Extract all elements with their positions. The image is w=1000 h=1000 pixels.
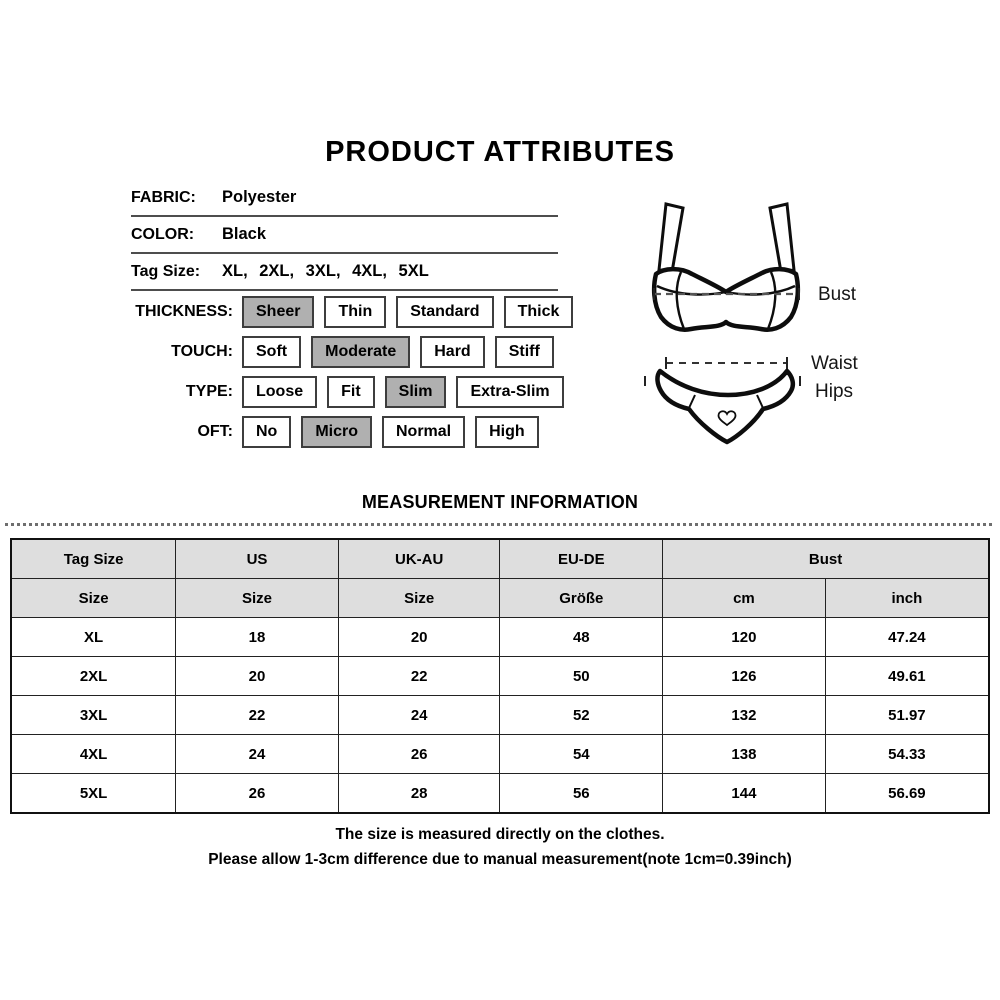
option-label: TOUCH: [171,343,233,360]
option-choices [242,336,554,368]
size-cell: 24 [176,735,339,774]
table-subheader-row [11,579,989,618]
option-chip: Normal [382,416,465,448]
size-cell: 56 [500,774,663,814]
table-row [11,696,989,735]
table-row [11,774,989,814]
size-cell: 20 [338,618,500,657]
size-cell: 49.61 [825,657,989,696]
option-chip-selected: Micro [301,416,372,448]
option-chip: Standard [396,296,493,328]
size-cell: 54.33 [825,735,989,774]
option-chip: Fit [327,376,375,408]
size-cell: 126 [663,657,826,696]
option-chip: High [475,416,539,448]
attribute-label: FABRIC: [131,188,196,206]
attribute-value: Polyester [222,188,297,206]
size-cell: 54 [500,735,663,774]
option-row [131,416,573,448]
subheader-cell: Size [338,579,500,618]
attribute-label: Tag Size: [131,262,201,280]
option-label: OFT: [197,423,233,440]
panties-sketch [645,353,859,442]
option-chip: Extra-Slim [456,376,563,408]
option-chip: Loose [242,376,317,408]
size-cell: 20 [176,657,339,696]
attribute-value: XL, 2XL, 3XL, 4XL, 5XL [222,262,429,280]
option-label: TYPE: [185,383,233,400]
option-chip-selected: Sheer [242,296,314,328]
footer-notes [0,822,1000,872]
header-cell: EU-DE [500,539,663,579]
size-cell: 51.97 [825,696,989,735]
hips-label: Hips [815,381,854,402]
option-row [131,336,573,368]
option-chip: Thin [324,296,386,328]
attribute-row [131,180,558,217]
options-list [131,296,573,456]
table-header-row [11,539,989,579]
size-cell: 56.69 [825,774,989,814]
measurement-title: MEASUREMENT INFORMATION [361,492,639,512]
table-row [11,618,989,657]
size-cell: 4XL [11,735,176,774]
subheader-cell: inch [825,579,989,618]
size-cell: 47.24 [825,618,989,657]
dotted-divider [5,523,995,526]
size-cell: 50 [500,657,663,696]
waist-label: Waist [811,353,858,374]
subheader-cell: Size [176,579,339,618]
note-line: Please allow 1-3cm difference due to manual measurement(note 1cm=0.39inch) [208,851,792,868]
bra-sketch [654,204,857,330]
subheader-cell: Größe [500,579,663,618]
page-title: PRODUCT ATTRIBUTES [325,136,675,168]
subheader-cell: Size [11,579,176,618]
option-chip: Hard [420,336,484,368]
header-cell: Bust [663,539,989,579]
size-table [10,538,990,814]
size-cell: 48 [500,618,663,657]
option-row [131,296,573,328]
option-chip-selected: Moderate [311,336,410,368]
header-cell: US [176,539,339,579]
subheader-cell: cm [663,579,826,618]
option-chip-selected: Slim [385,376,447,408]
table-row [11,657,989,696]
size-cell: 18 [176,618,339,657]
option-choices [242,376,564,408]
option-chip: Soft [242,336,301,368]
size-cell: 132 [663,696,826,735]
size-cell: 144 [663,774,826,814]
option-chip: No [242,416,291,448]
size-cell: 2XL [11,657,176,696]
size-cell: 28 [338,774,500,814]
size-cell: 5XL [11,774,176,814]
header-cell: UK-AU [338,539,500,579]
size-cell: 120 [663,618,826,657]
size-cell: 24 [338,696,500,735]
option-label: THICKNESS: [135,303,233,320]
size-cell: 138 [663,735,826,774]
note-line: The size is measured directly on the clothes. [335,826,665,843]
size-table-body [11,618,989,814]
option-chip: Stiff [495,336,554,368]
waist-measure-line [666,357,787,369]
attribute-row [131,254,558,291]
size-cell: 22 [176,696,339,735]
option-row [131,376,573,408]
attribute-value: Black [222,225,267,243]
attribute-row [131,217,558,254]
option-choices [242,416,539,448]
size-diagram [618,183,870,457]
bra-left-strap [659,204,683,272]
bra-right-strap [770,204,794,272]
size-cell: 52 [500,696,663,735]
size-table-head [11,539,989,618]
size-cell: 26 [176,774,339,814]
size-cell: XL [11,618,176,657]
size-cell: 26 [338,735,500,774]
table-row [11,735,989,774]
size-cell: 22 [338,657,500,696]
option-choices [242,296,573,328]
header-cell: Tag Size [11,539,176,579]
attributes-list [131,180,558,291]
attribute-label: COLOR: [131,225,195,243]
size-cell: 3XL [11,696,176,735]
bust-label: Bust [818,284,857,305]
panties-body [657,371,792,442]
option-chip: Thick [504,296,574,328]
